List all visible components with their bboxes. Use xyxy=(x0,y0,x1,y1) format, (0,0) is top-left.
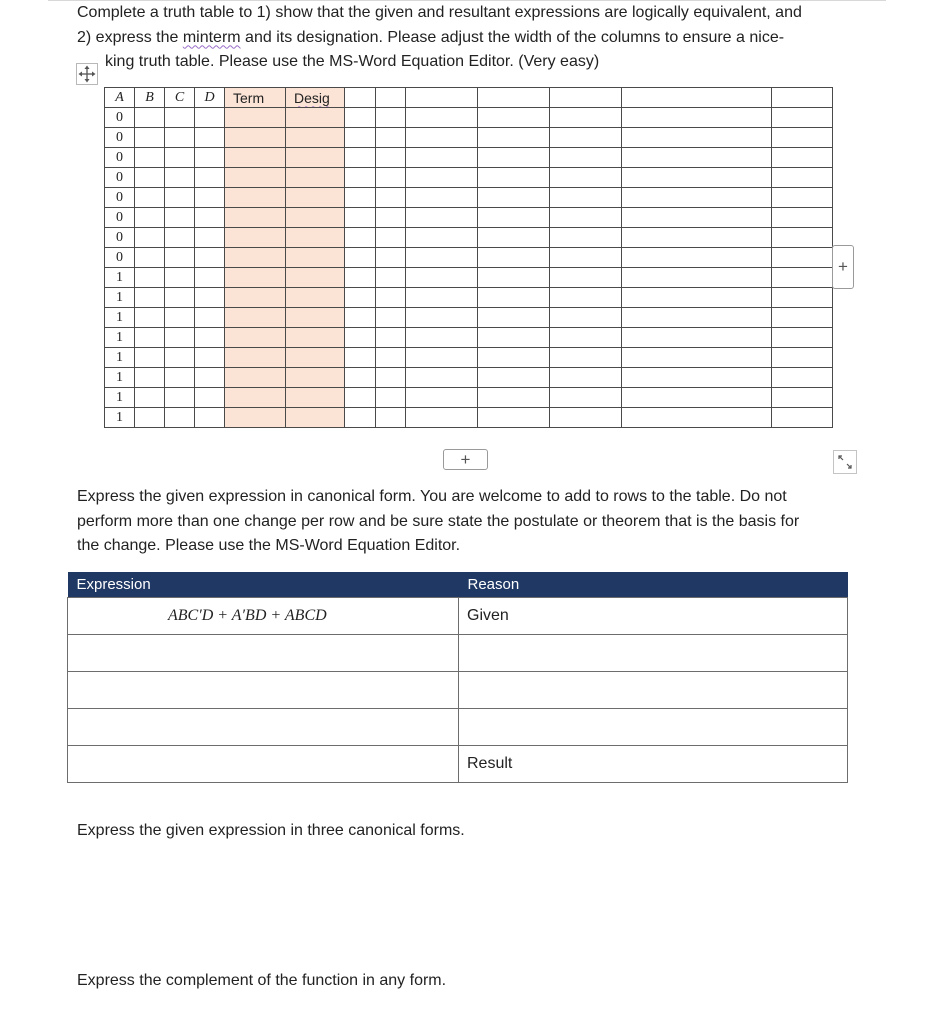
term-cell[interactable] xyxy=(225,128,286,148)
table-cell[interactable] xyxy=(550,348,622,368)
a-value-cell[interactable]: 0 xyxy=(105,228,135,248)
table-cell[interactable] xyxy=(406,148,478,168)
table-cell[interactable] xyxy=(478,188,550,208)
header-b: B xyxy=(135,88,165,108)
intro-line-2b: and its designation. Please adjust the width of the columns to ensure a nice- xyxy=(240,28,785,46)
table-cell[interactable] xyxy=(622,328,772,348)
table-cell[interactable] xyxy=(772,248,833,268)
table-cell[interactable] xyxy=(345,368,376,388)
table-cell[interactable] xyxy=(622,388,772,408)
table-cell[interactable] xyxy=(165,188,195,208)
table-cell[interactable] xyxy=(478,288,550,308)
desig-cell[interactable] xyxy=(286,168,345,188)
a-value-cell[interactable]: 1 xyxy=(105,328,135,348)
table-cell[interactable] xyxy=(345,408,376,428)
desig-cell[interactable] xyxy=(286,208,345,228)
table-cell[interactable] xyxy=(550,108,622,128)
table-cell[interactable] xyxy=(345,168,376,188)
table-cell[interactable] xyxy=(406,288,478,308)
table-cell[interactable] xyxy=(135,308,165,328)
table-cell[interactable] xyxy=(550,248,622,268)
desig-cell[interactable] xyxy=(286,328,345,348)
a-value-cell[interactable]: 1 xyxy=(105,408,135,428)
given-reason[interactable]: Given xyxy=(459,597,848,634)
term-cell[interactable] xyxy=(225,408,286,428)
table-cell[interactable] xyxy=(478,108,550,128)
expression-table xyxy=(67,572,848,783)
table-cell[interactable] xyxy=(406,348,478,368)
table-row xyxy=(105,308,833,328)
table-cell[interactable] xyxy=(772,408,833,428)
header-desig xyxy=(286,88,345,108)
table-move-handle[interactable] xyxy=(76,63,98,85)
a-value-cell[interactable]: 1 xyxy=(105,368,135,388)
a-value-cell[interactable]: 0 xyxy=(105,248,135,268)
table-cell[interactable] xyxy=(195,208,225,228)
table-cell[interactable] xyxy=(550,168,622,188)
table-cell[interactable] xyxy=(622,288,772,308)
table-cell[interactable] xyxy=(135,128,165,148)
term-cell[interactable] xyxy=(225,248,286,268)
table-cell[interactable] xyxy=(478,348,550,368)
table-cell[interactable] xyxy=(622,148,772,168)
desig-cell[interactable] xyxy=(286,388,345,408)
table-cell[interactable] xyxy=(550,288,622,308)
table-cell[interactable] xyxy=(406,188,478,208)
table-cell[interactable] xyxy=(195,368,225,388)
table-cell[interactable] xyxy=(622,168,772,188)
table-cell[interactable] xyxy=(622,88,772,108)
table-cell[interactable] xyxy=(376,348,406,368)
table-cell[interactable] xyxy=(406,268,478,288)
table-cell[interactable] xyxy=(478,88,550,108)
a-value-cell[interactable]: 0 xyxy=(105,108,135,128)
table-cell[interactable] xyxy=(376,268,406,288)
intro-line-2a: 2) express the xyxy=(77,28,183,46)
table-cell[interactable] xyxy=(772,148,833,168)
table-cell[interactable] xyxy=(478,248,550,268)
minterm-word: minterm xyxy=(182,28,241,46)
table-cell[interactable] xyxy=(772,388,833,408)
table-cell[interactable] xyxy=(135,148,165,168)
table-cell[interactable] xyxy=(406,388,478,408)
table-cell[interactable] xyxy=(622,348,772,368)
term-cell[interactable] xyxy=(225,388,286,408)
given-expression[interactable]: ABC′D + A′BD + ABCD xyxy=(68,597,459,634)
table-cell[interactable] xyxy=(135,328,165,348)
table-cell[interactable] xyxy=(195,148,225,168)
table-cell[interactable] xyxy=(772,368,833,388)
canonical-instructions xyxy=(77,485,857,559)
table-cell[interactable] xyxy=(135,268,165,288)
table-cell[interactable] xyxy=(772,168,833,188)
header-expression: Expression xyxy=(68,572,459,597)
desig-cell[interactable] xyxy=(286,408,345,428)
table-row xyxy=(105,228,833,248)
table-cell[interactable] xyxy=(195,288,225,308)
term-cell[interactable] xyxy=(225,308,286,328)
table-cell[interactable] xyxy=(345,188,376,208)
table-cell[interactable] xyxy=(376,228,406,248)
table-cell[interactable] xyxy=(550,368,622,388)
table-cell[interactable] xyxy=(345,88,376,108)
table-cell[interactable] xyxy=(195,248,225,268)
table-cell[interactable] xyxy=(478,168,550,188)
intro-paragraph xyxy=(77,1,857,75)
a-value-cell[interactable]: 1 xyxy=(105,348,135,368)
table-row xyxy=(105,108,833,128)
table-cell[interactable] xyxy=(376,288,406,308)
table-cell[interactable] xyxy=(165,368,195,388)
table-cell[interactable] xyxy=(406,408,478,428)
table-cell[interactable] xyxy=(195,308,225,328)
a-value-cell[interactable]: 1 xyxy=(105,288,135,308)
table-cell[interactable] xyxy=(165,388,195,408)
table-cell[interactable] xyxy=(772,128,833,148)
table-cell[interactable] xyxy=(345,228,376,248)
intro-line-3-text: king truth table. Please use the MS-Word Equation Editor. (Very easy) xyxy=(105,53,600,70)
table-row xyxy=(105,188,833,208)
table-cell[interactable] xyxy=(135,348,165,368)
table-cell[interactable] xyxy=(478,128,550,148)
table-cell[interactable] xyxy=(550,388,622,408)
a-value-cell[interactable]: 0 xyxy=(105,188,135,208)
header-term: Term xyxy=(225,88,286,108)
term-cell[interactable] xyxy=(225,168,286,188)
table-row xyxy=(105,168,833,188)
reason-cell[interactable] xyxy=(459,634,848,671)
table-cell[interactable] xyxy=(622,128,772,148)
table-cell[interactable] xyxy=(376,388,406,408)
table-cell[interactable] xyxy=(478,268,550,288)
table-row xyxy=(68,671,848,708)
a-value-cell[interactable]: 1 xyxy=(105,268,135,288)
table-cell[interactable] xyxy=(195,168,225,188)
table-cell[interactable] xyxy=(165,228,195,248)
header-desig-text: Desig xyxy=(294,89,330,106)
table-cell[interactable] xyxy=(135,208,165,228)
table-cell[interactable] xyxy=(550,228,622,248)
table-cell[interactable] xyxy=(165,308,195,328)
term-cell[interactable] xyxy=(225,228,286,248)
table-cell[interactable] xyxy=(622,108,772,128)
table-cell[interactable] xyxy=(376,368,406,388)
table-cell[interactable] xyxy=(195,408,225,428)
table-row xyxy=(105,288,833,308)
desig-cell[interactable] xyxy=(286,308,345,328)
table-cell[interactable] xyxy=(550,208,622,228)
table-cell[interactable] xyxy=(345,328,376,348)
table-cell[interactable] xyxy=(165,148,195,168)
complement-prompt: Express the complement of the function in any form. xyxy=(77,972,447,989)
table-cell[interactable] xyxy=(772,288,833,308)
table-cell[interactable] xyxy=(345,308,376,328)
table-cell[interactable] xyxy=(622,208,772,228)
move-arrows-icon xyxy=(77,64,97,84)
table-row xyxy=(105,148,833,168)
table-row xyxy=(105,408,833,428)
table-row xyxy=(68,708,848,745)
reason-cell[interactable] xyxy=(459,671,848,708)
table-row xyxy=(105,328,833,348)
table-cell[interactable] xyxy=(406,228,478,248)
table-cell[interactable] xyxy=(772,228,833,248)
table-cell[interactable] xyxy=(772,108,833,128)
table-cell[interactable] xyxy=(406,328,478,348)
table-row xyxy=(105,348,833,368)
intro-line-3 xyxy=(77,50,857,75)
a-value-cell[interactable]: 0 xyxy=(105,148,135,168)
table-cell[interactable] xyxy=(345,148,376,168)
table-row xyxy=(105,268,833,288)
table-cell[interactable] xyxy=(478,388,550,408)
table-row xyxy=(68,745,848,782)
table-cell[interactable] xyxy=(135,408,165,428)
intro-line-2 xyxy=(77,26,857,51)
table-cell[interactable] xyxy=(478,408,550,428)
table-cell[interactable] xyxy=(376,328,406,348)
table-cell[interactable] xyxy=(550,128,622,148)
term-cell[interactable] xyxy=(225,348,286,368)
a-value-cell[interactable]: 0 xyxy=(105,208,135,228)
table-cell[interactable] xyxy=(772,268,833,288)
term-cell[interactable] xyxy=(225,148,286,168)
table-cell[interactable] xyxy=(478,368,550,388)
expression-cell[interactable] xyxy=(68,634,459,671)
table-cell[interactable] xyxy=(550,328,622,348)
table-cell[interactable] xyxy=(165,128,195,148)
table-cell[interactable] xyxy=(478,148,550,168)
canonical-line-1: Express the given expression in canonical form. You are welcome to add to rows to the table. Do not xyxy=(77,488,787,505)
header-a: A xyxy=(105,88,135,108)
table-cell[interactable] xyxy=(376,128,406,148)
table-cell[interactable] xyxy=(550,308,622,328)
table-cell[interactable] xyxy=(165,248,195,268)
table-cell[interactable] xyxy=(135,168,165,188)
add-column-button[interactable] xyxy=(832,245,854,289)
table-cell[interactable] xyxy=(622,188,772,208)
table-cell[interactable] xyxy=(550,268,622,288)
table-row xyxy=(105,208,833,228)
desig-cell[interactable] xyxy=(286,128,345,148)
table-cell[interactable] xyxy=(772,188,833,208)
term-cell[interactable] xyxy=(225,268,286,288)
table-cell[interactable] xyxy=(165,408,195,428)
table-cell[interactable] xyxy=(406,128,478,148)
table-cell[interactable] xyxy=(772,328,833,348)
table-cell[interactable] xyxy=(135,388,165,408)
table-cell[interactable] xyxy=(345,248,376,268)
table-cell[interactable] xyxy=(376,188,406,208)
table-cell[interactable] xyxy=(345,348,376,368)
table-cell[interactable] xyxy=(195,268,225,288)
plus-icon: + xyxy=(460,450,471,469)
table-cell[interactable] xyxy=(135,288,165,308)
three-forms-prompt: Express the given expression in three canonical forms. xyxy=(77,822,465,839)
add-row-button[interactable] xyxy=(443,449,488,470)
plus-icon: + xyxy=(838,257,848,276)
table-cell[interactable] xyxy=(195,348,225,368)
table-cell[interactable] xyxy=(772,308,833,328)
table-cell[interactable] xyxy=(478,308,550,328)
table-cell[interactable] xyxy=(772,208,833,228)
desig-cell[interactable] xyxy=(286,188,345,208)
table-row xyxy=(105,128,833,148)
table-cell[interactable] xyxy=(622,228,772,248)
table-cell[interactable] xyxy=(406,168,478,188)
table-cell[interactable] xyxy=(165,288,195,308)
canonical-line-2: perform more than one change per row and be sure state the postulate or theorem that is the basis for xyxy=(77,512,800,530)
table-cell[interactable] xyxy=(135,188,165,208)
table-cell[interactable] xyxy=(376,248,406,268)
table-cell[interactable] xyxy=(135,108,165,128)
truth-table xyxy=(104,87,833,428)
table-cell[interactable] xyxy=(550,88,622,108)
table-cell[interactable] xyxy=(345,388,376,408)
a-value-cell[interactable]: 0 xyxy=(105,168,135,188)
table-cell[interactable] xyxy=(550,148,622,168)
table-cell[interactable] xyxy=(622,368,772,388)
table-cell[interactable] xyxy=(165,108,195,128)
table-cell[interactable] xyxy=(622,408,772,428)
desig-cell[interactable] xyxy=(286,348,345,368)
table-cell[interactable] xyxy=(165,348,195,368)
canonical-line-3: the change. Please use the MS-Word Equation Editor. xyxy=(77,537,461,554)
term-cell[interactable] xyxy=(225,288,286,308)
table-cell[interactable] xyxy=(622,308,772,328)
table-row xyxy=(105,368,833,388)
desig-cell[interactable] xyxy=(286,148,345,168)
term-cell[interactable] xyxy=(225,328,286,348)
desig-cell[interactable] xyxy=(286,228,345,248)
table-row xyxy=(68,634,848,671)
table-cell[interactable] xyxy=(345,108,376,128)
desig-cell[interactable] xyxy=(286,368,345,388)
table-cell[interactable] xyxy=(376,148,406,168)
header-d: D xyxy=(195,88,225,108)
table-cell[interactable] xyxy=(345,288,376,308)
table-cell[interactable] xyxy=(376,408,406,428)
table-cell[interactable] xyxy=(195,228,225,248)
table-cell[interactable] xyxy=(772,348,833,368)
a-value-cell[interactable]: 1 xyxy=(105,308,135,328)
table-cell[interactable] xyxy=(478,228,550,248)
table-cell[interactable] xyxy=(406,368,478,388)
expression-cell[interactable] xyxy=(68,745,459,782)
table-cell[interactable] xyxy=(165,208,195,228)
table-cell[interactable] xyxy=(478,328,550,348)
truth-table-header-row xyxy=(105,88,833,108)
header-c: C xyxy=(165,88,195,108)
desig-cell[interactable] xyxy=(286,288,345,308)
table-cell[interactable] xyxy=(376,308,406,328)
table-cell[interactable] xyxy=(376,208,406,228)
table-cell[interactable] xyxy=(406,308,478,328)
table-cell[interactable] xyxy=(195,328,225,348)
term-cell[interactable] xyxy=(225,188,286,208)
table-cell[interactable] xyxy=(478,208,550,228)
table-cell[interactable] xyxy=(135,248,165,268)
table-row xyxy=(68,597,848,634)
table-cell[interactable] xyxy=(550,408,622,428)
header-reason: Reason xyxy=(459,572,848,597)
table-cell[interactable] xyxy=(195,128,225,148)
table-cell[interactable] xyxy=(406,208,478,228)
table-cell[interactable] xyxy=(195,108,225,128)
table-cell[interactable] xyxy=(622,248,772,268)
a-value-cell[interactable]: 1 xyxy=(105,388,135,408)
table-cell[interactable] xyxy=(345,268,376,288)
table-cell[interactable] xyxy=(376,168,406,188)
result-label[interactable]: Result xyxy=(459,745,848,782)
expression-cell[interactable] xyxy=(68,671,459,708)
table-cell[interactable] xyxy=(195,388,225,408)
table-cell[interactable] xyxy=(165,168,195,188)
table-cell[interactable] xyxy=(772,88,833,108)
table-cell[interactable] xyxy=(165,268,195,288)
table-cell[interactable] xyxy=(135,228,165,248)
table-cell[interactable] xyxy=(406,248,478,268)
table-cell[interactable] xyxy=(622,268,772,288)
table-row xyxy=(105,248,833,268)
expression-table-header xyxy=(68,572,848,597)
resize-diagonal-icon xyxy=(834,451,856,473)
reason-cell[interactable] xyxy=(459,708,848,745)
table-cell[interactable] xyxy=(550,188,622,208)
desig-cell[interactable] xyxy=(286,248,345,268)
table-cell[interactable] xyxy=(376,108,406,128)
desig-cell[interactable] xyxy=(286,268,345,288)
table-cell[interactable] xyxy=(345,128,376,148)
intro-line-1: Complete a truth table to 1) show that the given and resultant expressions are logically equivalent, and xyxy=(77,4,802,21)
table-cell[interactable] xyxy=(406,88,478,108)
table-resize-handle[interactable] xyxy=(833,450,857,474)
table-cell[interactable] xyxy=(135,368,165,388)
table-row xyxy=(105,388,833,408)
expression-cell[interactable] xyxy=(68,708,459,745)
term-cell[interactable] xyxy=(225,208,286,228)
term-cell[interactable] xyxy=(225,368,286,388)
term-cell[interactable] xyxy=(225,108,286,128)
table-cell[interactable] xyxy=(376,88,406,108)
table-cell[interactable] xyxy=(406,108,478,128)
table-cell[interactable] xyxy=(195,188,225,208)
table-cell[interactable] xyxy=(165,328,195,348)
a-value-cell[interactable]: 0 xyxy=(105,128,135,148)
table-cell[interactable] xyxy=(345,208,376,228)
desig-cell[interactable] xyxy=(286,108,345,128)
